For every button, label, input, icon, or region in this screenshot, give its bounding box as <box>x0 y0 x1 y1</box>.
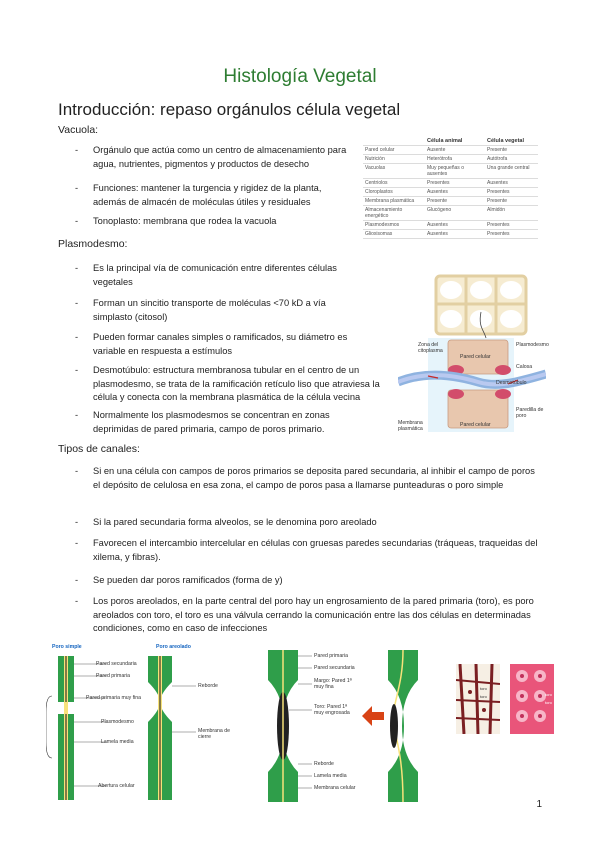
list-item: - Se pueden dar poros ramificados (forma de y) <box>75 575 283 585</box>
list-item: - Tonoplasto: membrana que rodea la vacuola <box>75 216 277 226</box>
list-item: - Si la pared secundaria forma alveolos, se le denomina poro areolado <box>75 517 377 527</box>
list-item: - Los poros areolados, en la parte central del poro hay un engrosamiento de la pared primaria (toro), es poro areolados con toro, el toro es una válvula cerrando la comunicación entre las dos células en determinadas condiciones, como en caso de infecciones <box>75 596 534 634</box>
table-header: Célula animal <box>425 137 485 146</box>
label-pared-primaria: Pared primaria <box>96 673 131 679</box>
list-item: - Orgánulo que actúa como un centro de almacenamiento para agua, nutrientes, pigmentos y productos de desecho <box>75 145 347 169</box>
micrograph-left-image <box>456 664 500 734</box>
table-row: Pared celular Ausente Presente <box>363 146 538 155</box>
header-poro-areolado: Poro areolado <box>156 644 191 650</box>
label-toro: toro <box>480 686 487 691</box>
header-poro-simple: Poro simple <box>52 644 82 650</box>
table-row: Centriolos Presentes Ausentes <box>363 179 538 188</box>
list-item: - Funciones: mantener la turgencia y rigidez de la planta, además de almacén de moléculas útiles y residuales <box>75 183 322 207</box>
torus-pore-illustration <box>258 650 448 802</box>
label-membrana-cierre: Membrana de cierre <box>198 728 231 740</box>
label-paredilla: Paredilla de poro <box>516 407 544 419</box>
label-pared-bottom: Pared celular <box>460 422 491 428</box>
micrograph-right-image <box>510 664 554 734</box>
list-item: - Pueden formar canales simples o ramificados, su diámetro es variable en respuesta a estímulos <box>75 332 348 356</box>
table-row: Glioxisomas Ausentes Presentes <box>363 230 538 239</box>
page-title: Histología Vegetal <box>223 66 377 87</box>
heading-canales: Tipos de canales: <box>58 443 140 455</box>
table-row: Almacenamiento energético Glucógeno Almidón <box>363 206 538 221</box>
page-number: 1 <box>536 799 542 810</box>
label-pared-secundaria: Pared secundaria <box>314 665 355 671</box>
label-pared-secundaria: Pared secundaria <box>96 661 137 667</box>
label-pared-top: Pared celular <box>460 354 491 360</box>
label-plasmodesmo: Plasmodesmo <box>516 342 549 348</box>
label-margo: Margo: Pared 1ª muy fina <box>314 678 352 690</box>
label-pared-primaria: Pared primaria <box>314 653 349 659</box>
table-row: Membrana plasmática Presente Presente <box>363 197 538 206</box>
table-row: Vacuolas Muy pequeñas o ausentes Una grande central <box>363 164 538 179</box>
list-item: - Forman un sincitio transporte de moléculas <70 kD a vía simplasto (citosol) <box>75 298 326 322</box>
label-pared-primaria-fina: Pared primaria muy fina <box>86 695 142 701</box>
plasmodesmo-diagram <box>398 272 549 442</box>
table-row: Nutrición Heterótrofa Autótrofa <box>363 155 538 164</box>
micrograph-left <box>456 664 500 734</box>
label-abertura-celular: Abertura celular <box>98 783 135 789</box>
label-lamela-media: Lamela media <box>314 773 347 779</box>
label-plasmodesmo: Plasmodesmo <box>101 719 134 725</box>
label-membrana-celular: Membrana celular <box>314 785 356 791</box>
pore-types-diagram <box>46 642 246 804</box>
list-item: - Desmotúbulo: estructura membranosa tubular en el centro de un plasmodesmo, se trata de la ramificación retículo liso que atraviesa la célula y conecta con la membrana plasmática de la célula vecina <box>75 365 380 403</box>
label-toro: toro <box>480 694 487 699</box>
label-callosa: Calosa <box>516 364 533 370</box>
page-subtitle: Introducción: repaso orgánulos célula vegetal <box>58 100 401 119</box>
comparison-table <box>363 137 538 239</box>
label-reborde: Reborde <box>314 761 334 767</box>
label-zona: Zona del citoplasma <box>418 342 443 354</box>
label-toro: toro <box>545 700 552 705</box>
label-lamela-media: Lamela media <box>101 739 134 745</box>
list-item: - Si en una célula con campos de poros primarios se deposita pared secundaria, al inhibir el campo de poros el depósito de celulosa en esa zona, el campo de poros pasa a llamarse punteaduras o poro simple <box>75 466 535 490</box>
heading-vacuola: Vacuola: <box>58 124 99 136</box>
label-reborde: Reborde <box>198 683 218 689</box>
label-membrana: Membrana plasmática <box>398 420 423 432</box>
micrograph-right <box>510 664 554 734</box>
label-toro: Toro: Pared 1ª muy engrosada <box>314 704 350 716</box>
table-row: Cloroplastos Ausentes Presentes <box>363 188 538 197</box>
label-toro: toro <box>545 692 552 697</box>
table-header: Célula vegetal <box>485 137 538 146</box>
list-item: - Normalmente los plasmodesmos se concentran en zonas deprimidas de pared primaria, campo de poros primario. <box>75 410 330 434</box>
pore-types-illustration <box>46 642 246 804</box>
torus-pore-diagram <box>258 650 448 802</box>
list-item: - Es la principal vía de comunicación entre diferentes células vegetales <box>75 263 337 287</box>
list-item: - Favorecen el intercambio intercelular en células con gruesas paredes secundarias (tráqueas, traqueidas del xilema, y fibras). <box>75 538 538 562</box>
label-desmotubulo: Desmotúbulo <box>496 380 527 386</box>
table-header <box>363 137 425 146</box>
table-row: Plasmodesmos Ausentes Presentes <box>363 221 538 230</box>
heading-plasmodesmo: Plasmodesmo: <box>58 238 128 250</box>
